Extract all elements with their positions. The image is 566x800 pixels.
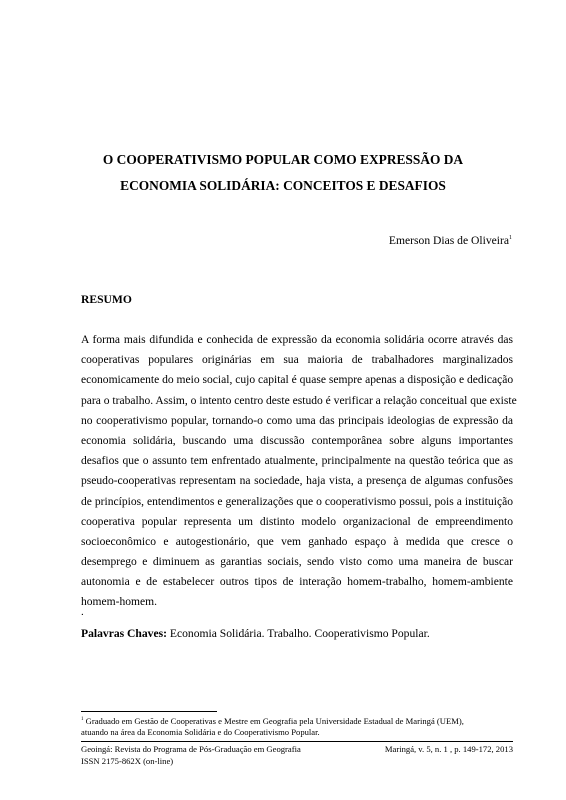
abstract-body	[81, 330, 517, 613]
footnote-line-2: atuando na área da Economia Solidária e do Cooperativismo Popular.	[81, 727, 320, 737]
footer-issn: ISSN 2175-862X (on-line)	[81, 756, 174, 766]
abstract-line: cooperativa popular representa um distinto modelo organizacional de empreendimento	[81, 515, 513, 528]
page-footer	[81, 743, 513, 767]
abstract-line: autonomia e de estabelecer outros tipos de interação homem-trabalho, homem-ambiente	[81, 576, 513, 589]
keywords-label: Palavras Chaves:	[81, 627, 167, 640]
title-line-1: O COOPERATIVISMO POPULAR COMO EXPRESSÃO DA	[102, 152, 464, 167]
author-name: Emerson Dias de Oliveira	[388, 234, 509, 247]
abstract-line: desafios que o assunto tem enfrentado atualmente, principalmente na questão teórica que as	[81, 455, 513, 468]
footer-citation: Maringá, v. 5, n. 1 , p. 149-172, 2013	[384, 744, 513, 754]
keywords-text: Economia Solidária. Trabalho. Cooperativismo Popular.	[166, 627, 430, 640]
abstract-line: para o trabalho. Assim, o intento centro deste estudo é verificar a relação conceitual que existe	[81, 394, 517, 407]
abstract-line: cooperativas populares originárias em sua maioria de trabalhadores marginalizados	[81, 354, 513, 367]
abstract-line: economia solidária, buscando uma discussão contemporânea sobre alguns importantes	[81, 434, 513, 447]
author-footnote-mark: 1	[509, 235, 512, 241]
title-line-2: ECONOMIA SOLIDÁRIA: CONCEITOS E DESAFIOS	[120, 178, 446, 193]
abstract-line: pseudo-cooperativas representam na sociedade, haja vista, a presença de algumas confusões	[81, 475, 513, 488]
article-title	[60, 147, 506, 199]
footnote-mark: 1	[81, 717, 84, 722]
footnote-line-1: Graduado em Gestão de Cooperativas e Mestre em Geografia pela Universidade Estadual de Maringá (UEM),	[83, 716, 464, 726]
abstract-line: economicamente do meio social, cujo capital é quase sempre apenas a disposição e dedicação	[81, 374, 514, 387]
abstract-heading: RESUMO	[81, 293, 132, 306]
abstract-line: desemprego e diminuem as garantias sociais, sendo visto como uma maneira de buscar	[81, 556, 513, 569]
stray-dot: .	[81, 606, 84, 618]
footer-divider	[81, 741, 513, 742]
abstract-line: A forma mais difundida e conhecida de expressão da economia solidária ocorre através das	[81, 334, 513, 346]
footer-journal: Geoingá: Revista do Programa de Pós-Graduação em Geografia	[81, 744, 301, 754]
abstract-line: no cooperativismo popular, tornando-o como uma das principais ideologias de expressão da	[81, 414, 513, 427]
abstract-line: de princípios, entendimentos e generalizações que o cooperativismo possui, pois a instituição	[81, 495, 513, 508]
footnote-divider	[81, 711, 217, 712]
author-byline	[389, 234, 512, 248]
keywords	[81, 627, 430, 641]
footnote	[81, 716, 521, 738]
abstract-line: homem-homem.	[81, 596, 158, 609]
abstract-line: socioeconômico e autogestionário, que vem ganhado espaço à medida que cresce o	[81, 535, 513, 548]
